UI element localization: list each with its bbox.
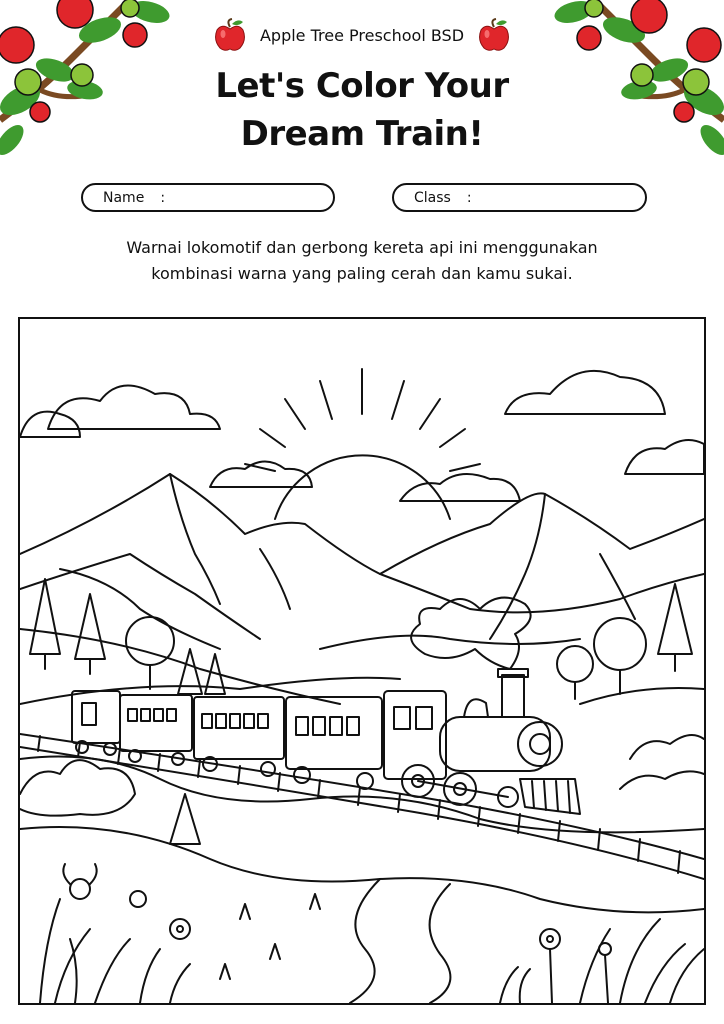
sun[interactable] (245, 369, 480, 519)
title-line-1: Let's Color Your (215, 66, 509, 106)
apple-icon (478, 18, 510, 52)
trees[interactable] (30, 579, 692, 844)
instructions-line-1: Warnai lokomotif dan gerbong kereta api ini menggunakan (126, 238, 598, 257)
train-carriages[interactable] (72, 691, 382, 789)
class-label: Class (414, 189, 451, 206)
name-separator: : (160, 189, 166, 206)
river[interactable] (350, 879, 450, 1003)
page-title (0, 62, 724, 158)
locomotive[interactable] (384, 669, 580, 814)
instructions-line-2: kombinasi warna yang paling cerah dan kamu sukai. (151, 264, 573, 283)
mountains[interactable] (20, 474, 704, 704)
title-line-2: Dream Train! (240, 114, 484, 154)
school-name: Apple Tree Preschool BSD (259, 25, 465, 45)
name-field[interactable] (81, 183, 335, 212)
class-separator: : (466, 189, 472, 206)
coloring-area[interactable] (18, 317, 706, 1005)
school-header (0, 18, 724, 52)
class-field[interactable] (392, 183, 647, 212)
name-label: Name (103, 189, 145, 206)
instructions (60, 235, 664, 287)
train-landscape-illustration[interactable] (20, 319, 704, 1003)
hills[interactable] (20, 678, 704, 913)
apple-icon (214, 18, 246, 52)
